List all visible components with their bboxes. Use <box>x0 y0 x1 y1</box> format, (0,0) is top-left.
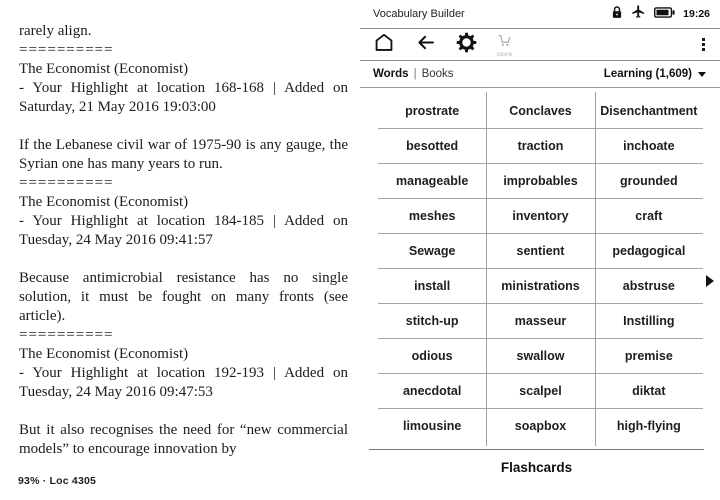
lock-icon <box>611 5 623 24</box>
word-row <box>378 374 703 409</box>
overflow-menu-button[interactable] <box>697 35 710 54</box>
word-cell[interactable]: abstruse <box>595 269 703 303</box>
store-button[interactable] <box>496 33 513 58</box>
clipping-meta: - Your Highlight at location 192-193 | Added on Tuesday, 24 May 2016 09:47:53 <box>19 365 348 400</box>
clipping-separator: ========== <box>19 175 114 191</box>
back-arrow-icon <box>414 32 437 58</box>
back-button[interactable] <box>414 32 437 58</box>
airplane-mode-icon <box>631 4 646 24</box>
tab-divider: | <box>413 68 417 80</box>
app-title: Vocabulary Builder <box>373 8 465 20</box>
clipping-source: The Economist (Economist) <box>19 346 189 362</box>
word-cell[interactable]: improbables <box>486 164 594 198</box>
word-cell[interactable]: Conclaves <box>486 94 594 128</box>
word-row <box>378 234 703 269</box>
battery-icon <box>654 5 675 23</box>
word-cell[interactable]: prostrate <box>405 104 460 118</box>
clipping-source: The Economist (Economist) <box>19 194 189 210</box>
word-row <box>378 94 703 129</box>
clipping-meta: - Your Highlight at location 168-168 | Added on Saturday, 21 May 2016 19:03:00 <box>19 80 348 115</box>
clipping-fragment: rarely align. <box>19 23 92 39</box>
word-row <box>378 304 703 339</box>
word-cell[interactable]: anecdotal <box>402 384 462 398</box>
word-row <box>378 164 703 199</box>
tab-words[interactable]: Words <box>373 68 409 80</box>
learning-filter-dropdown[interactable] <box>604 68 706 80</box>
word-cell[interactable]: meshes <box>408 209 456 223</box>
word-cell[interactable]: ministrations <box>486 269 594 303</box>
settings-gear-icon <box>456 32 477 58</box>
word-cell[interactable]: craft <box>595 199 703 233</box>
tabs-bar <box>360 61 720 88</box>
word-cell[interactable]: sentient <box>486 234 594 268</box>
flashcards-button[interactable]: Flashcards <box>500 460 573 475</box>
next-page-arrow-icon[interactable] <box>706 275 714 287</box>
word-cell[interactable]: grounded <box>595 164 703 198</box>
toolbar <box>360 29 720 61</box>
word-cell[interactable]: high-flying <box>595 409 703 443</box>
word-cell[interactable]: manageable <box>396 174 469 188</box>
word-cell[interactable]: soapbox <box>486 409 594 443</box>
word-row <box>378 269 703 304</box>
word-cell[interactable]: swallow <box>486 339 594 373</box>
overflow-menu-icon <box>702 38 705 41</box>
vocab-word-grid <box>378 94 703 443</box>
home-icon <box>373 32 395 58</box>
clippings-text <box>0 0 360 459</box>
word-row <box>378 199 703 234</box>
home-button[interactable] <box>373 32 395 58</box>
clipping-highlight: But it also recognises the need for “new commercial models” to encourage innovation by <box>19 422 348 457</box>
vocabulary-builder-panel <box>360 0 720 500</box>
word-cell[interactable]: Disenchantment <box>595 94 703 128</box>
word-cell[interactable]: besotted <box>406 139 459 153</box>
word-cell[interactable]: install <box>414 279 451 293</box>
word-cell[interactable]: traction <box>486 129 594 163</box>
status-icons <box>611 4 710 24</box>
word-cell[interactable]: inchoate <box>595 129 703 163</box>
word-cell[interactable]: stitch-up <box>405 314 459 328</box>
word-cell[interactable]: masseur <box>486 304 594 338</box>
clipping-highlight: Because antimicrobial resistance has no single solution, it must be fought on many fronts (see article). <box>19 270 348 324</box>
store-cart-icon <box>496 33 513 53</box>
clipping-meta: - Your Highlight at location 184-185 | Added on Tuesday, 24 May 2016 09:41:57 <box>19 213 348 248</box>
word-cell[interactable]: inventory <box>486 199 594 233</box>
reading-progress: 93% · Loc 4305 <box>18 475 97 487</box>
settings-button[interactable] <box>456 32 477 58</box>
tab-books[interactable]: Books <box>421 68 454 80</box>
word-cell[interactable]: scalpel <box>486 374 594 408</box>
status-bar <box>360 0 720 29</box>
word-row <box>378 409 703 443</box>
clipping-separator: ========== <box>19 327 114 343</box>
word-cell[interactable]: Sewage <box>408 244 456 258</box>
word-cell[interactable]: odious <box>411 349 453 363</box>
clipping-highlight: If the Lebanese civil war of 1975-90 is any gauge, the Syrian one has many years to run. <box>19 137 348 172</box>
clipping-source: The Economist (Economist) <box>19 61 189 77</box>
clipping-separator: ========== <box>19 42 114 58</box>
word-cell[interactable]: premise <box>595 339 703 373</box>
word-row <box>378 339 703 374</box>
clock-time: 19:26 <box>683 8 710 20</box>
store-label: store <box>496 51 513 58</box>
word-cell[interactable]: Instilling <box>595 304 703 338</box>
word-row <box>378 129 703 164</box>
learning-filter-label: Learning (1,609) <box>603 68 692 80</box>
flashcards-footer <box>369 449 704 477</box>
word-cell[interactable]: diktat <box>595 374 703 408</box>
word-cell[interactable]: limousine <box>402 419 462 433</box>
word-cell[interactable]: pedagogical <box>595 234 703 268</box>
chevron-down-icon <box>698 72 706 77</box>
